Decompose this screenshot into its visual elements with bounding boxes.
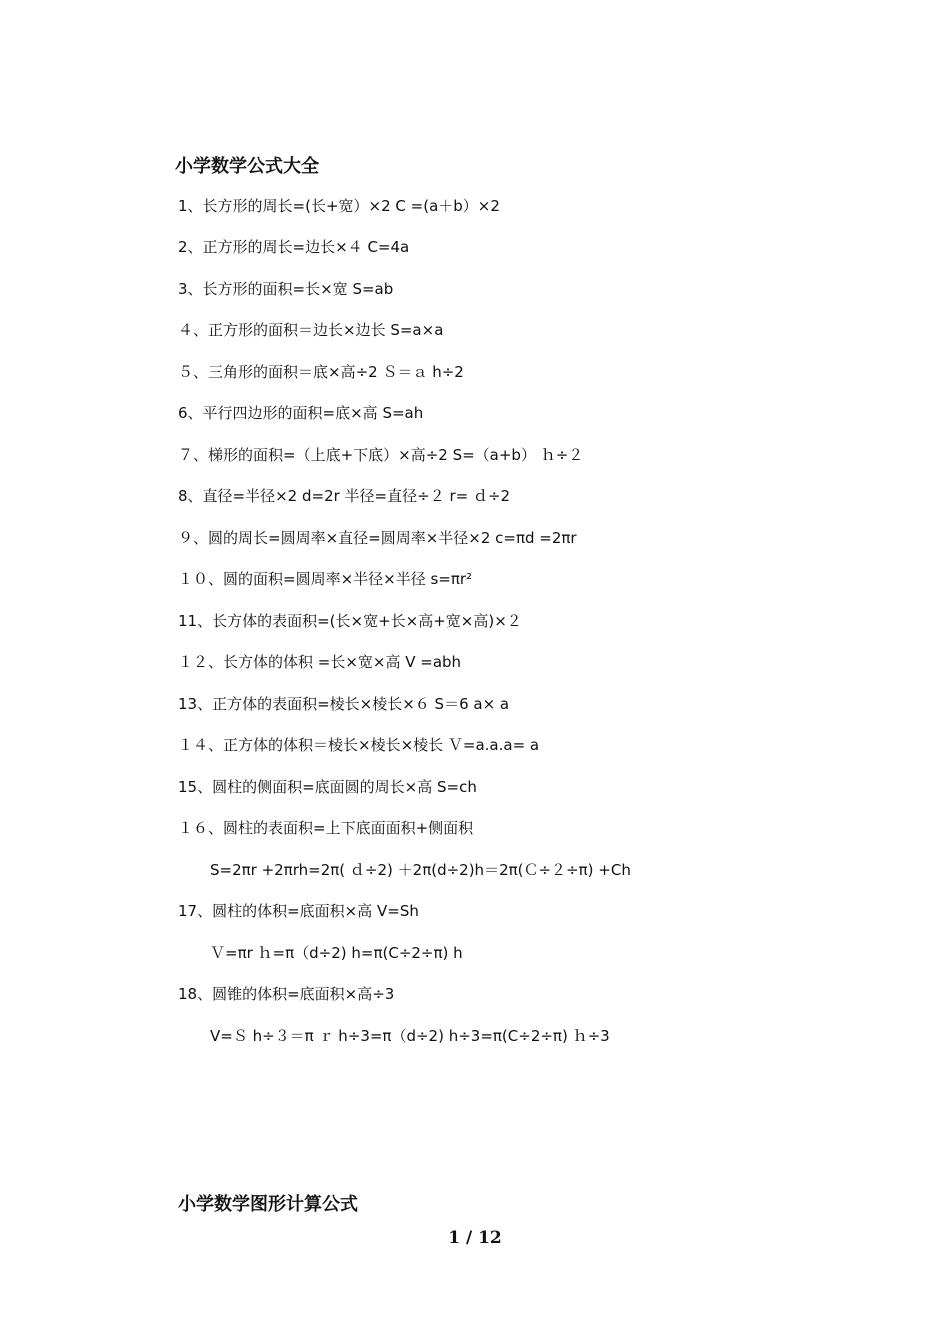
formula-line-7: ７、梯形的面积=（上底+下底）×高÷2 S=（a+b） ｈ÷２ xyxy=(178,446,584,464)
page-number: 1 / 12 xyxy=(448,1228,502,1248)
formula-line-14: １４、正方体的体积＝棱长×棱长×棱长 Ｖ=a.a.a= a xyxy=(178,736,540,754)
formula-line-11: 11、长方体的表面积=(长×宽+长×高+宽×高)×２ xyxy=(178,612,522,630)
formula-line-3: 3、长方形的面积=长×宽 S=ab xyxy=(178,280,394,298)
formula-line-18-detail: V=Ｓ h÷３＝π ｒ h÷3=π（d÷2) h÷3=π(C÷2÷π) ｈ÷3 xyxy=(210,1027,610,1045)
formula-line-16-detail: S=2πr +2πrh=2π( ｄ÷2) ＋2π(d÷2)h＝2π(Ｃ÷２÷π) +Ch xyxy=(210,861,631,879)
formula-line-8: 8、直径=半径×2 d=2r 半径=直径÷２ r= ｄ÷2 xyxy=(178,487,511,505)
formula-line-17: 17、圆柱的体积=底面积×高 V=Sh xyxy=(178,902,419,920)
formula-line-4: ４、正方形的面积＝边长×边长 S=a×a xyxy=(178,321,444,339)
formula-line-9: ９、圆的周长=圆周率×直径=圆周率×半径×2 c=πd =2πr xyxy=(178,529,577,547)
formula-line-6: 6、平行四边形的面积=底×高 S=ah xyxy=(178,404,424,422)
formula-line-10: １０、圆的面积=圆周率×半径×半径 s=πr² xyxy=(178,570,473,588)
formula-line-2: 2、正方形的周长=边长×４ C=4a xyxy=(178,238,410,256)
formula-line-5: ５、三角形的面积＝底×高÷2 Ｓ＝ａ h÷2 xyxy=(178,363,464,381)
formula-line-17-detail: Ｖ=πr ｈ=π（d÷2) h=π(C÷2÷π) h xyxy=(210,944,463,962)
formula-line-12: １２、长方体的体积 =长×宽×高 V =abh xyxy=(178,653,462,671)
formula-line-13: 13、正方体的表面积=棱长×棱长×６ S＝6 a× a xyxy=(178,695,510,713)
document-title: 小学数学公式大全 xyxy=(175,156,319,177)
formula-line-16: １６、圆柱的表面积=上下底面面积+侧面积 xyxy=(178,819,474,837)
formula-line-18: 18、圆锥的体积=底面积×高÷3 xyxy=(178,985,395,1003)
formula-line-15: 15、圆柱的侧面积=底面圆的周长×高 S=ch xyxy=(178,778,477,796)
formula-line-1: 1、长方形的周长=(长+宽）×2 C =(a＋b）×2 xyxy=(178,197,500,215)
section-title: 小学数学图形计算公式 xyxy=(178,1194,358,1215)
